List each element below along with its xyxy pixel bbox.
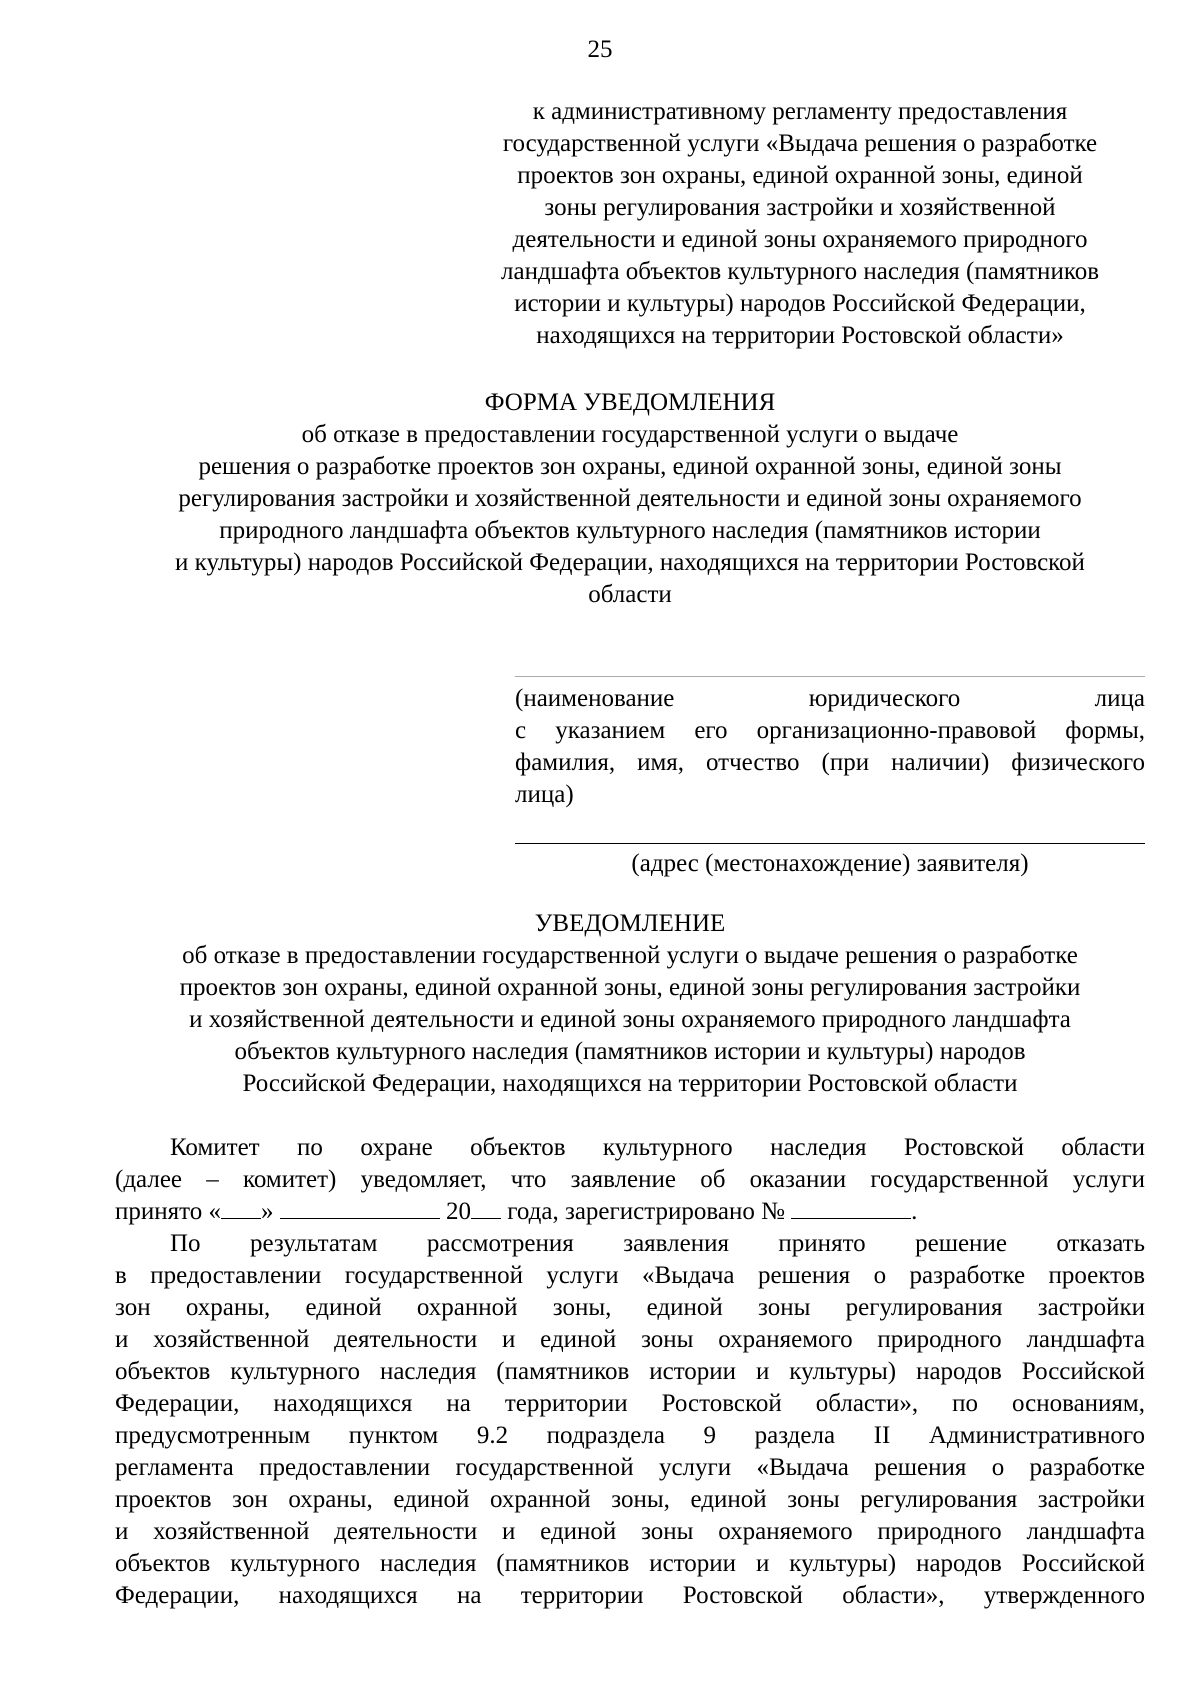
accepted-label: принято « [115,1198,221,1225]
notice-subtitle-line: объектов культурного наследия (памятников истории и культуры) народов [234,1038,1026,1065]
appendix-line: ландшафта объектов культурного наследия (памятников [501,258,1099,285]
paragraph-line: объектов культурного наследия (памятников истории и культуры) народов Российской [115,1358,1145,1385]
paragraph-line: и хозяйственной деятельности и единой зоны охраняемого природного ландшафта [115,1518,1145,1545]
paragraph-line: объектов культурного наследия (памятников истории и культуры) народов Российской [115,1550,1145,1577]
form-subtitle-line: области [588,581,672,608]
form-subtitle-line: природного ландшафта объектов культурного наследия (памятников истории [219,517,1041,544]
paragraph-line: регламента предоставлении государственной услуги «Выдача решения о разработке [115,1454,1145,1481]
paragraph-line: Федерации, находящихся на территории Ростовской области», утвержденного [115,1582,1145,1609]
paragraph-line: проектов зон охраны, единой охранной зоны, единой зоны регулирования застройки [115,1486,1145,1513]
recipient-name-line [515,676,1145,677]
notice-title: УВЕДОМЛЕНИЕ [534,910,726,937]
form-title: ФОРМА УВЕДОМЛЕНИЯ [484,389,776,416]
month-blank [280,1198,440,1219]
paragraph-line-registration [115,1196,917,1228]
appendix-line: к административному регламенту предоставления [532,98,1068,125]
registration-number-blank [791,1198,911,1219]
quote-close: » [260,1198,274,1225]
paragraph-line: и хозяйственной деятельности и единой зоны охраняемого природного ландшафта [115,1326,1145,1353]
form-subtitle-line: регулирования застройки и хозяйственной деятельности и единой зоны охраняемого [178,485,1082,512]
form-subtitle-line: об отказе в предоставлении государственной услуги о выдаче [301,421,959,448]
recipient-name-hint: фамилия, имя, отчество (при наличии) физического [515,749,1145,776]
paragraph-line: Федерации, находящихся на территории Ростовской области», по основаниям, [115,1390,1145,1417]
appendix-line: проектов зон охраны, единой охранной зоны, единой [517,162,1083,189]
recipient-name-hint: (наименование юридического лица [515,685,1145,712]
paragraph-line: По результатам рассмотрения заявления принято решение отказать [170,1230,1145,1257]
appendix-line: истории и культуры) народов Российской Федерации, [514,290,1086,317]
paragraph-line: (далее – комитет) уведомляет, что заявление об оказании государственной услуги [115,1166,1145,1193]
sentence-end: . [911,1198,918,1225]
form-subtitle-line: и культуры) народов Российской Федерации, находящихся на территории Ростовской [175,549,1085,576]
notice-subtitle-line: и хозяйственной деятельности и единой зоны охраняемого природного ландшафта [189,1006,1071,1033]
year-prefix: 20 [445,1198,471,1225]
recipient-name-hint: с указанием его организационно-правовой формы, [515,717,1145,744]
paragraph-line: в предоставлении государственной услуги «Выдача решения о разработке проектов [115,1262,1145,1289]
notice-subtitle-line: проектов зон охраны, единой охранной зоны, единой зоны регулирования застройки [179,974,1081,1001]
recipient-name-hint: лица) [515,781,574,808]
page-number: 25 [587,36,613,63]
notice-subtitle-line: Российской Федерации, находящихся на территории Ростовской области [242,1070,1018,1097]
paragraph-line: Комитет по охране объектов культурного наследия Ростовской области [170,1134,1145,1161]
appendix-line: зоны регулирования застройки и хозяйственной [544,194,1056,221]
year-blank [471,1198,501,1219]
paragraph-line: предусмотренным пунктом 9.2 подраздела 9 раздела II Административного [115,1422,1145,1449]
paragraph-line: зон охраны, единой охранной зоны, единой зоны регулирования застройки [115,1294,1145,1321]
appendix-line: деятельности и единой зоны охраняемого природного [512,226,1088,253]
registered-label: года, зарегистрировано № [500,1198,785,1225]
recipient-address-hint: (адрес (местонахождение) заявителя) [631,850,1029,877]
recipient-address-line [515,843,1145,844]
notice-subtitle-line: об отказе в предоставлении государственной услуги о выдаче решения о разработке [182,942,1078,969]
appendix-line: государственной услуги «Выдача решения о разработке [502,130,1098,157]
day-blank [221,1198,261,1219]
appendix-line: находящихся на территории Ростовской области» [536,322,1064,349]
form-subtitle-line: решения о разработке проектов зон охраны, единой охранной зоны, единой зоны [198,453,1062,480]
